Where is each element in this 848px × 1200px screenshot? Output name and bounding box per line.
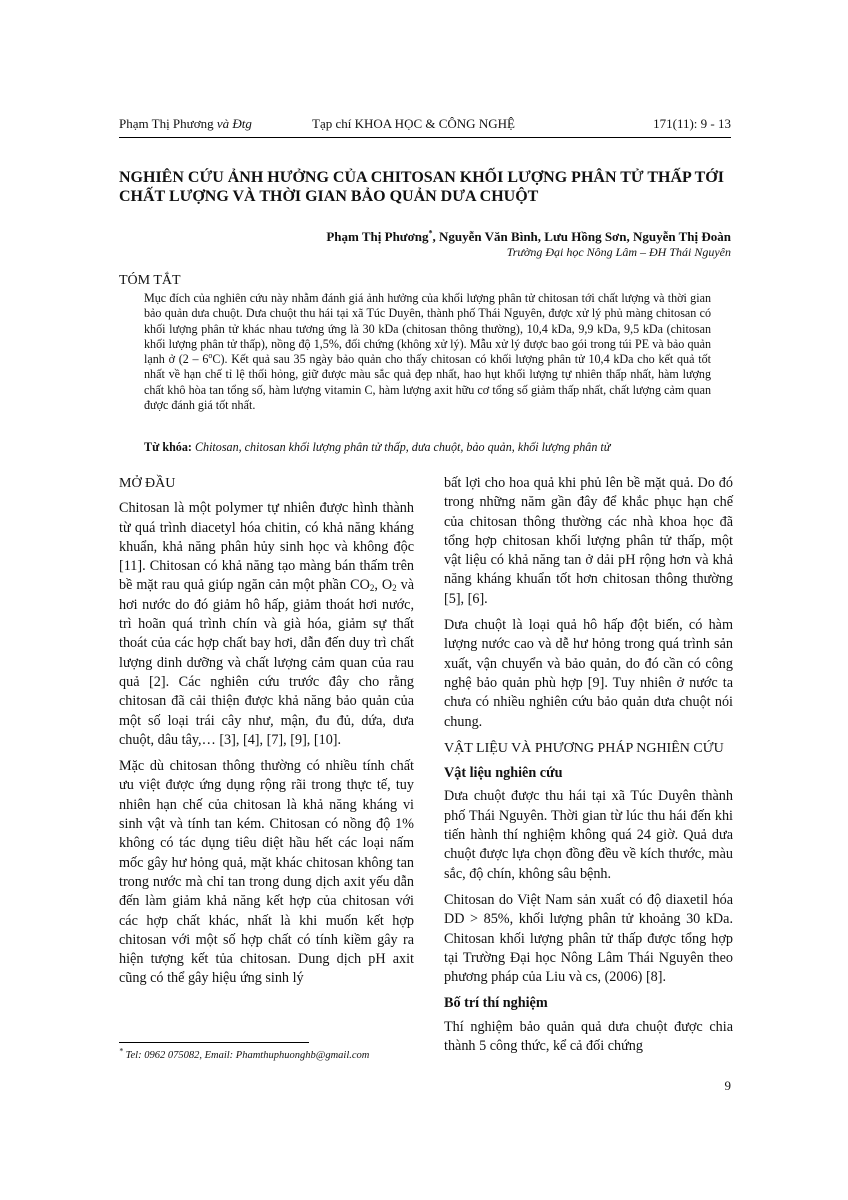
left-column [119, 474, 414, 996]
materials-heading: Vật liệu nghiên cứu [444, 765, 563, 782]
article-title: NGHIÊN CỨU ẢNH HƯỞNG CỦA CHITOSAN KHỐI LƯỢNG PHÂN TỬ THẤP TỚI CHẤT LƯỢNG VÀ THỜI GIAN BẢO QUẢN DƯA CHUỘT [119, 169, 724, 205]
design-heading: Bố trí thí nghiệm [444, 995, 548, 1012]
intro-p1-a: Chitosan là một polymer tự nhiên được hình thành từ quá trình diacetyl hóa chitin, có khả năng kháng khuẩn, khả năng phân hủy sinh học và không độc [11]. Chitosan có khả năng tạo màng bán thấm trên bề mặt rau quả giúp ngăn cản một phần CO [119, 500, 414, 594]
design-paragraph: Thí nghiệm bảo quản quả dưa chuột được chia thành 5 công thức, kể cả đối chứng [444, 1018, 733, 1055]
intro-p1-b: , O [374, 577, 393, 594]
header-author-name: Phạm Thị Phương [119, 116, 214, 131]
co2-subscript: 2 [369, 583, 375, 594]
materials-paragraph-1: Dưa chuột được thu hái tại xã Túc Duyên thành phố Thái Nguyên. Thời gian từ lúc thu hái đến khi tiến hành thí nghiệm không quá 24 giờ. Quả dưa chuột được lựa chọn đồng đều về kích thước, màu sắc, độ chín, không sâu bệnh. [444, 788, 733, 882]
keywords-text: Chitosan, chitosan khối lượng phân tử thấp, dưa chuột, bảo quản, khối lượng phân tử [194, 440, 611, 454]
footnote [119, 1046, 370, 1061]
abstract-part-2: C). Kết quả sau 35 ngày bảo quản cho thấy chitosan có khối lượng phân tử 10,4 kDa cho kết quả tốt nhất về hạn chế tỉ lệ thối hỏng, giữ được màu sắc quả đẹp nhất, hao hụt khối lượng tự nhiên thấp nhất, hàm lượng chất khô hòa tan tổng số, hàm lượng vitamin C, hàm lượng axit hữu cơ tổng số giảm thấp nhất, chất lượng cảm quan được đánh giá tốt nhất. [144, 352, 711, 413]
abstract-heading: TÓM TẮT [119, 273, 181, 288]
header-issue: 171(11): 9 - 13 [653, 116, 731, 131]
footnote-divider [119, 1042, 309, 1043]
materials-paragraph-2: Chitosan do Việt Nam sản xuất có độ diaxetil hóa DD > 85%, khối lượng phân tử khoảng 30 kDa. Chitosan khối lượng phân tử thấp được tổng hợp tại Trường Đại học Nông Lâm Thái Nguyên theo phương pháp của Liu và cs, (2006) [8]. [444, 891, 733, 986]
corresponding-marker: * [428, 228, 433, 238]
intro-paragraph-3: bất lợi cho hoa quả khi phủ lên bề mặt quả. Do đó trong những năm gần đây để khắc phục hạn chế của chitosan thông thường các nhà khoa học đã tổng hợp chitosan khối lượng phân tử thấp, một vật liệu có khả năng tan ở dải pH rộng hơn và khả năng kháng khuẩn tốt hơn chitosan thông thường [5], [6]. [444, 475, 733, 607]
co-authors: , Nguyễn Văn Bình, Lưu Hồng Sơn, Nguyễn Thị Đoàn [432, 229, 731, 244]
header-divider [119, 137, 731, 138]
keywords [144, 440, 724, 455]
intro-paragraph-1 [119, 499, 414, 750]
footnote-marker: * [119, 1046, 123, 1056]
methods-heading: VẬT LIỆU VÀ PHƯƠNG PHÁP NGHIÊN CỨU [444, 740, 724, 756]
abstract-text [144, 291, 711, 413]
o2-subscript: 2 [392, 583, 397, 594]
affiliation: Trường Đại học Nông Lâm – ĐH Thái Nguyên [506, 245, 731, 259]
keywords-label: Từ khóa: [144, 440, 192, 454]
abstract-part-1: Mục đích của nghiên cứu này nhằm đánh giá ảnh hưởng của khối lượng phân tử chitosan tới chất lượng và thời gian bảo quản dưa chuột. Dưa chuột thu hái tại xã Túc Duyên, thành phố Thái Nguyên, được xử lý phủ màng chitosan có khối lượng phân tử khác nhau tương ứng là 30 kDa (chitosan thông thường), 10,4 kDa, 9,9 kDa, 9,5 kDa (chitosan khối lượng phân tử thấp), nồng độ 1,5%, đối chứng (không xử lý). Mẫu xử lý được bao gói trong túi PE và bảo quản lạnh ở (2 – 6 [144, 291, 711, 367]
right-column [444, 474, 733, 1063]
degree-symbol: o [208, 351, 213, 361]
page-number: 9 [724, 1078, 731, 1093]
header-authors [119, 116, 252, 132]
header-journal: Tạp chí KHOA HỌC & CÔNG NGHỆ [312, 116, 515, 131]
author-list [326, 229, 731, 245]
running-header [119, 116, 731, 138]
intro-heading: MỞ ĐẦU [119, 476, 176, 491]
intro-paragraph-4: Dưa chuột là loại quả hô hấp đột biến, có hàm lượng nước cao và dễ hư hỏng trong quá trình sản xuất, vận chuyển và bảo quản, do đó cần có công nghệ bảo quản phù hợp [9]. Tuy nhiên ở nước ta chưa có nhiều nghiên cứu bảo quản dưa chuột nói chung. [444, 617, 733, 730]
footnote-text: Tel: 0962 075082, Email: Phamthuphuonghb@gmail.com [123, 1050, 370, 1061]
header-et-al: và Đtg [216, 116, 252, 131]
intro-p1-c: và hơi nước do đó giảm hô hấp, giảm thoát hơi nước, trì hoãn quá trình chín và già hóa, giảm sự thất thoát của các hợp chất bay hơi, dẫn đến duy trì chất lượng dinh dưỡng và chất lượng cảm quan của rau quả [2]. Các nghiên cứu trước đây cho rằng chitosan đã cải thiện được khả năng bảo quản của một số loại trái cây như, mận, đu đủ, dứa, dưa chuột, dâu tây,… [3], [4], [7], [9], [10]. [119, 577, 414, 748]
intro-paragraph-2: Mặc dù chitosan thông thường có nhiều tính chất ưu việt được ứng dụng rộng rãi trong thực tế, tuy nhiên hạn chế của chitosan là khả năng kháng vi sinh vật và tính tan kém. Chitosan có nồng độ 1% không có tác dụng tiêu diệt hầu hết các loại nấm mốc gây hư hỏng quả, mặt khác chitosan không tan trong nước mà chỉ tan trong dung dịch axit yếu dẫn đến làm giảm khả năng kết hợp của chitosan với các hợp chất khác, nhất là khi muốn kết hợp chitosan với một số hợp chất có tính kiềm gây ra hiện tượng kết tủa chitosan. Dung dịch pH axit cũng có thể gây hiệu ứng sinh lý [119, 758, 414, 987]
first-author: Phạm Thị Phương [326, 229, 429, 244]
